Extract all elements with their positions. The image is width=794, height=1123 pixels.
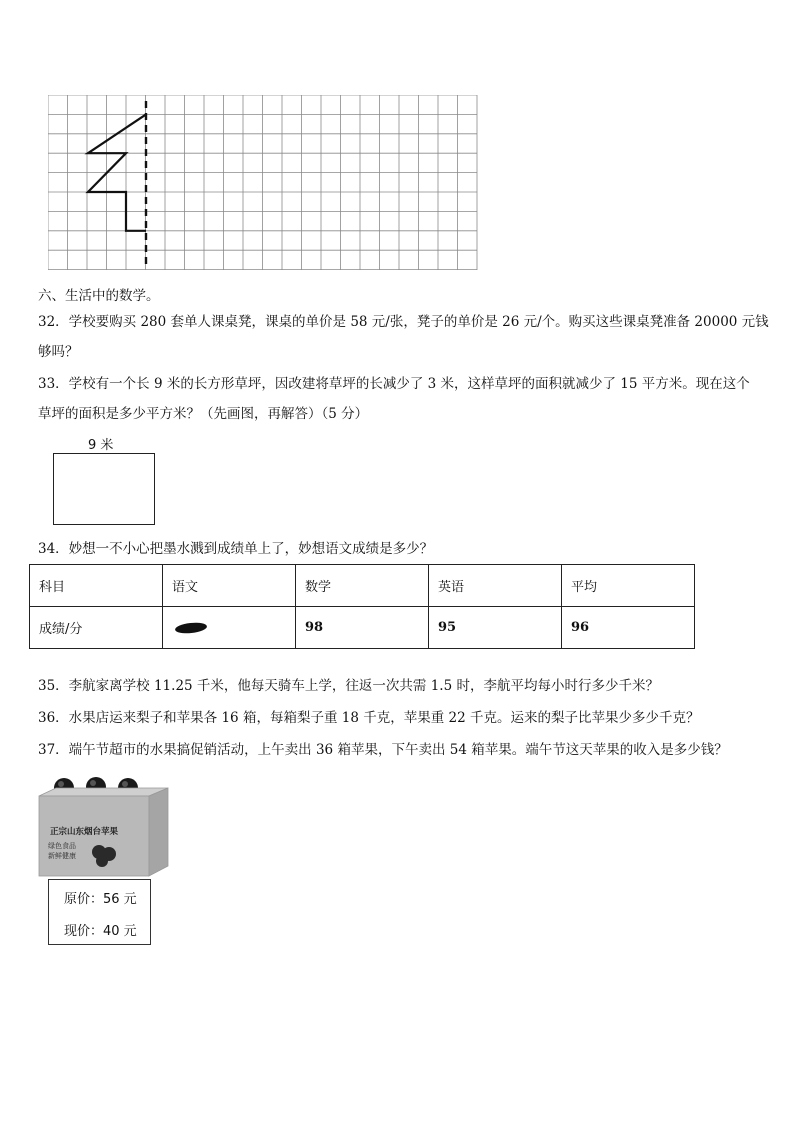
table-header: 科目: [30, 565, 163, 607]
apple-logo-icon: [96, 855, 108, 867]
score-table: [29, 564, 695, 649]
grid-lines: [48, 95, 477, 270]
table-cell: 98: [296, 607, 429, 649]
q32-line1: 32．学校要购买 280 套单人课桌凳，课桌的单价是 58 元/张，凳子的单价是 26 元/个。购买这些课桌凳准备 20000 元钱: [38, 314, 769, 330]
q34-text: 34．妙想一不小心把墨水溅到成绩单上了，妙想语文成绩是多少？: [38, 541, 434, 557]
ink-blot-cell: [163, 607, 296, 649]
section-title: 六、生活中的数学。: [38, 288, 160, 304]
box-brand-text: 正宗山东烟台苹果: [50, 827, 119, 837]
table-cell: 96: [562, 607, 695, 649]
lawn-length-label: 9 米: [88, 438, 114, 453]
table-row: [30, 565, 695, 607]
table-header: 平均: [562, 565, 695, 607]
box-slogan-text: 绿色食品: [48, 842, 76, 850]
apple-box-illustration: [36, 772, 172, 884]
q33-line2: 草坪的面积是多少平方米？（先画图，再解答）（5 分）: [38, 406, 369, 422]
box-slogan-text: 新鲜健康: [48, 852, 76, 860]
q32-line2: 够吗？: [38, 344, 79, 360]
row-label: 成绩/分: [30, 607, 163, 649]
table-cell: 95: [429, 607, 562, 649]
q36-text: 36．水果店运来梨子和苹果各 16 箱，每箱梨子重 18 千克，苹果重 22 千克。运来的梨子比苹果少多少千克？: [38, 710, 700, 726]
symmetry-grid-figure: [48, 95, 480, 279]
grid-svg: [48, 95, 480, 275]
q35-text: 35．李航家离学校 11.25 千米，他每天骑车上学，往返一次共需 1.5 时，李航平均每小时行多少千米？: [38, 678, 659, 694]
table-header: 英语: [429, 565, 562, 607]
q37-text: 37．端午节超市的水果搞促销活动，上午卖出 36 箱苹果，下午卖出 54 箱苹果。端午节这天苹果的收入是多少钱？: [38, 742, 728, 758]
lawn-rectangle: [53, 453, 155, 525]
table-row: [30, 607, 695, 649]
ink-blot-icon: [173, 620, 213, 636]
price-tag: [48, 879, 151, 945]
q33-line1: 33．学校有一个长 9 米的长方形草坪，因改建将草坪的长减少了 3 米，这样草坪的面积就减少了 15 平方米。现在这个: [38, 376, 750, 392]
current-price: 现价：40 元: [64, 924, 137, 939]
apple-box-svg: [36, 772, 172, 880]
table-header: 数学: [296, 565, 429, 607]
original-price: 原价：56 元: [64, 892, 137, 907]
table-header: 语文: [163, 565, 296, 607]
